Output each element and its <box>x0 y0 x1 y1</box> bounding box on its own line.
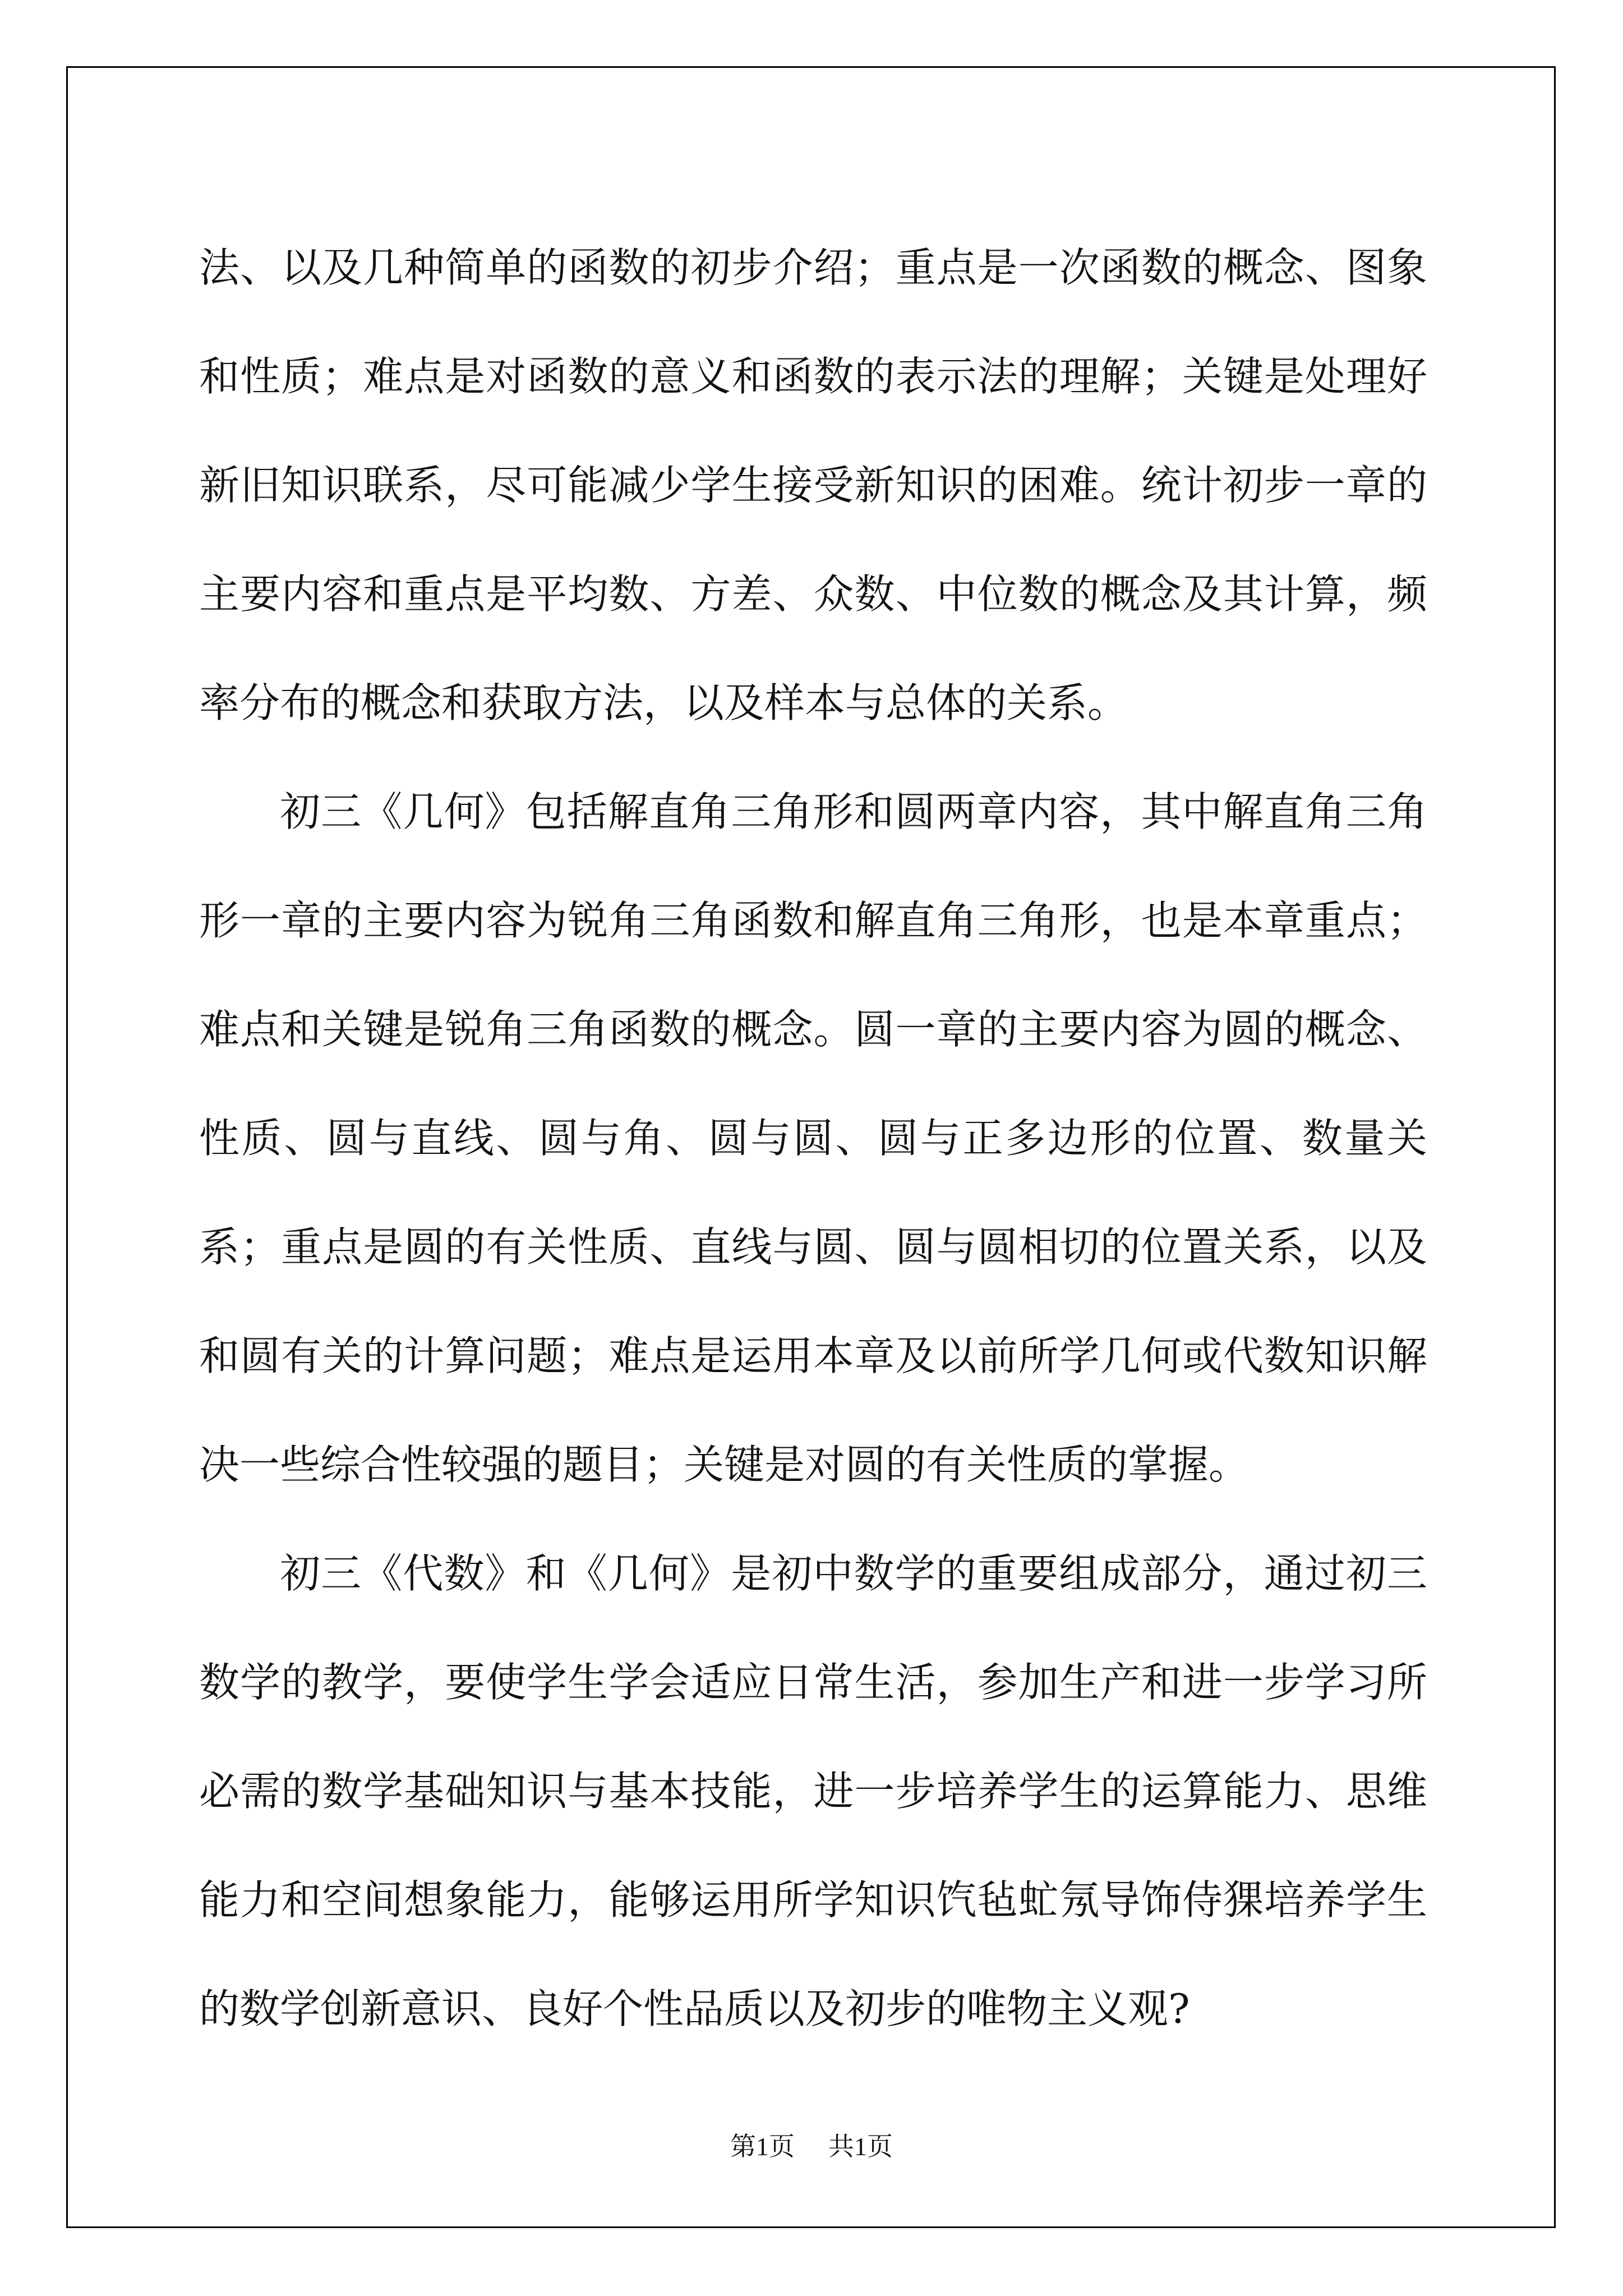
paragraph-1: 法、以及几种简单的函数的初步介绍；重点是一次函数的概念、图象和性质；难点是对函数的意义和函数的表示法的理解；关键是处理好新旧知识联系，尽可能减少学生接受新知识的困难。统计初步一章的主要内容和重点是平均数、方差、众数、中位数的概念及其计算，频率分布的概念和获取方法，以及样本与总体的关系。 <box>199 244 1427 726</box>
page-footer <box>0 2126 1623 2163</box>
paragraph-3: 初三《代数》和《几何》是初中数学的重要组成部分，通过初三数学的教学，要使学生学会适应日常生活，参加生产和进一步学习所必需的数学基础知识与基本技能，进一步培养学生的运算能力、思维能力和空间想象能力，能够运用所学知识饩毡虻氖导饰侍猓培养学生的数学创新意识、良好个性品质以及初步的唯物主义观? <box>199 1550 1427 2032</box>
page-number: 第1页 <box>730 2132 795 2161</box>
paragraph-2: 初三《几何》包括解直角三角形和圆两章内容，其中解直角三角形一章的主要内容为锐角三角函数和解直角三角形，也是本章重点；难点和关键是锐角三角函数的概念。圆一章的主要内容为圆的概念、性质、圆与直线、圆与角、圆与圆、圆与正多边形的位置、数量关系；重点是圆的有关性质、直线与圆、圆与圆相切的位置关系，以及和圆有关的计算问题；难点是运用本章及以前所学几何或代数知识解决一些综合性较强的题目；关键是对圆的有关性质的掌握。 <box>199 788 1427 1488</box>
document-body <box>199 213 1427 2063</box>
page-total: 共1页 <box>828 2132 893 2161</box>
